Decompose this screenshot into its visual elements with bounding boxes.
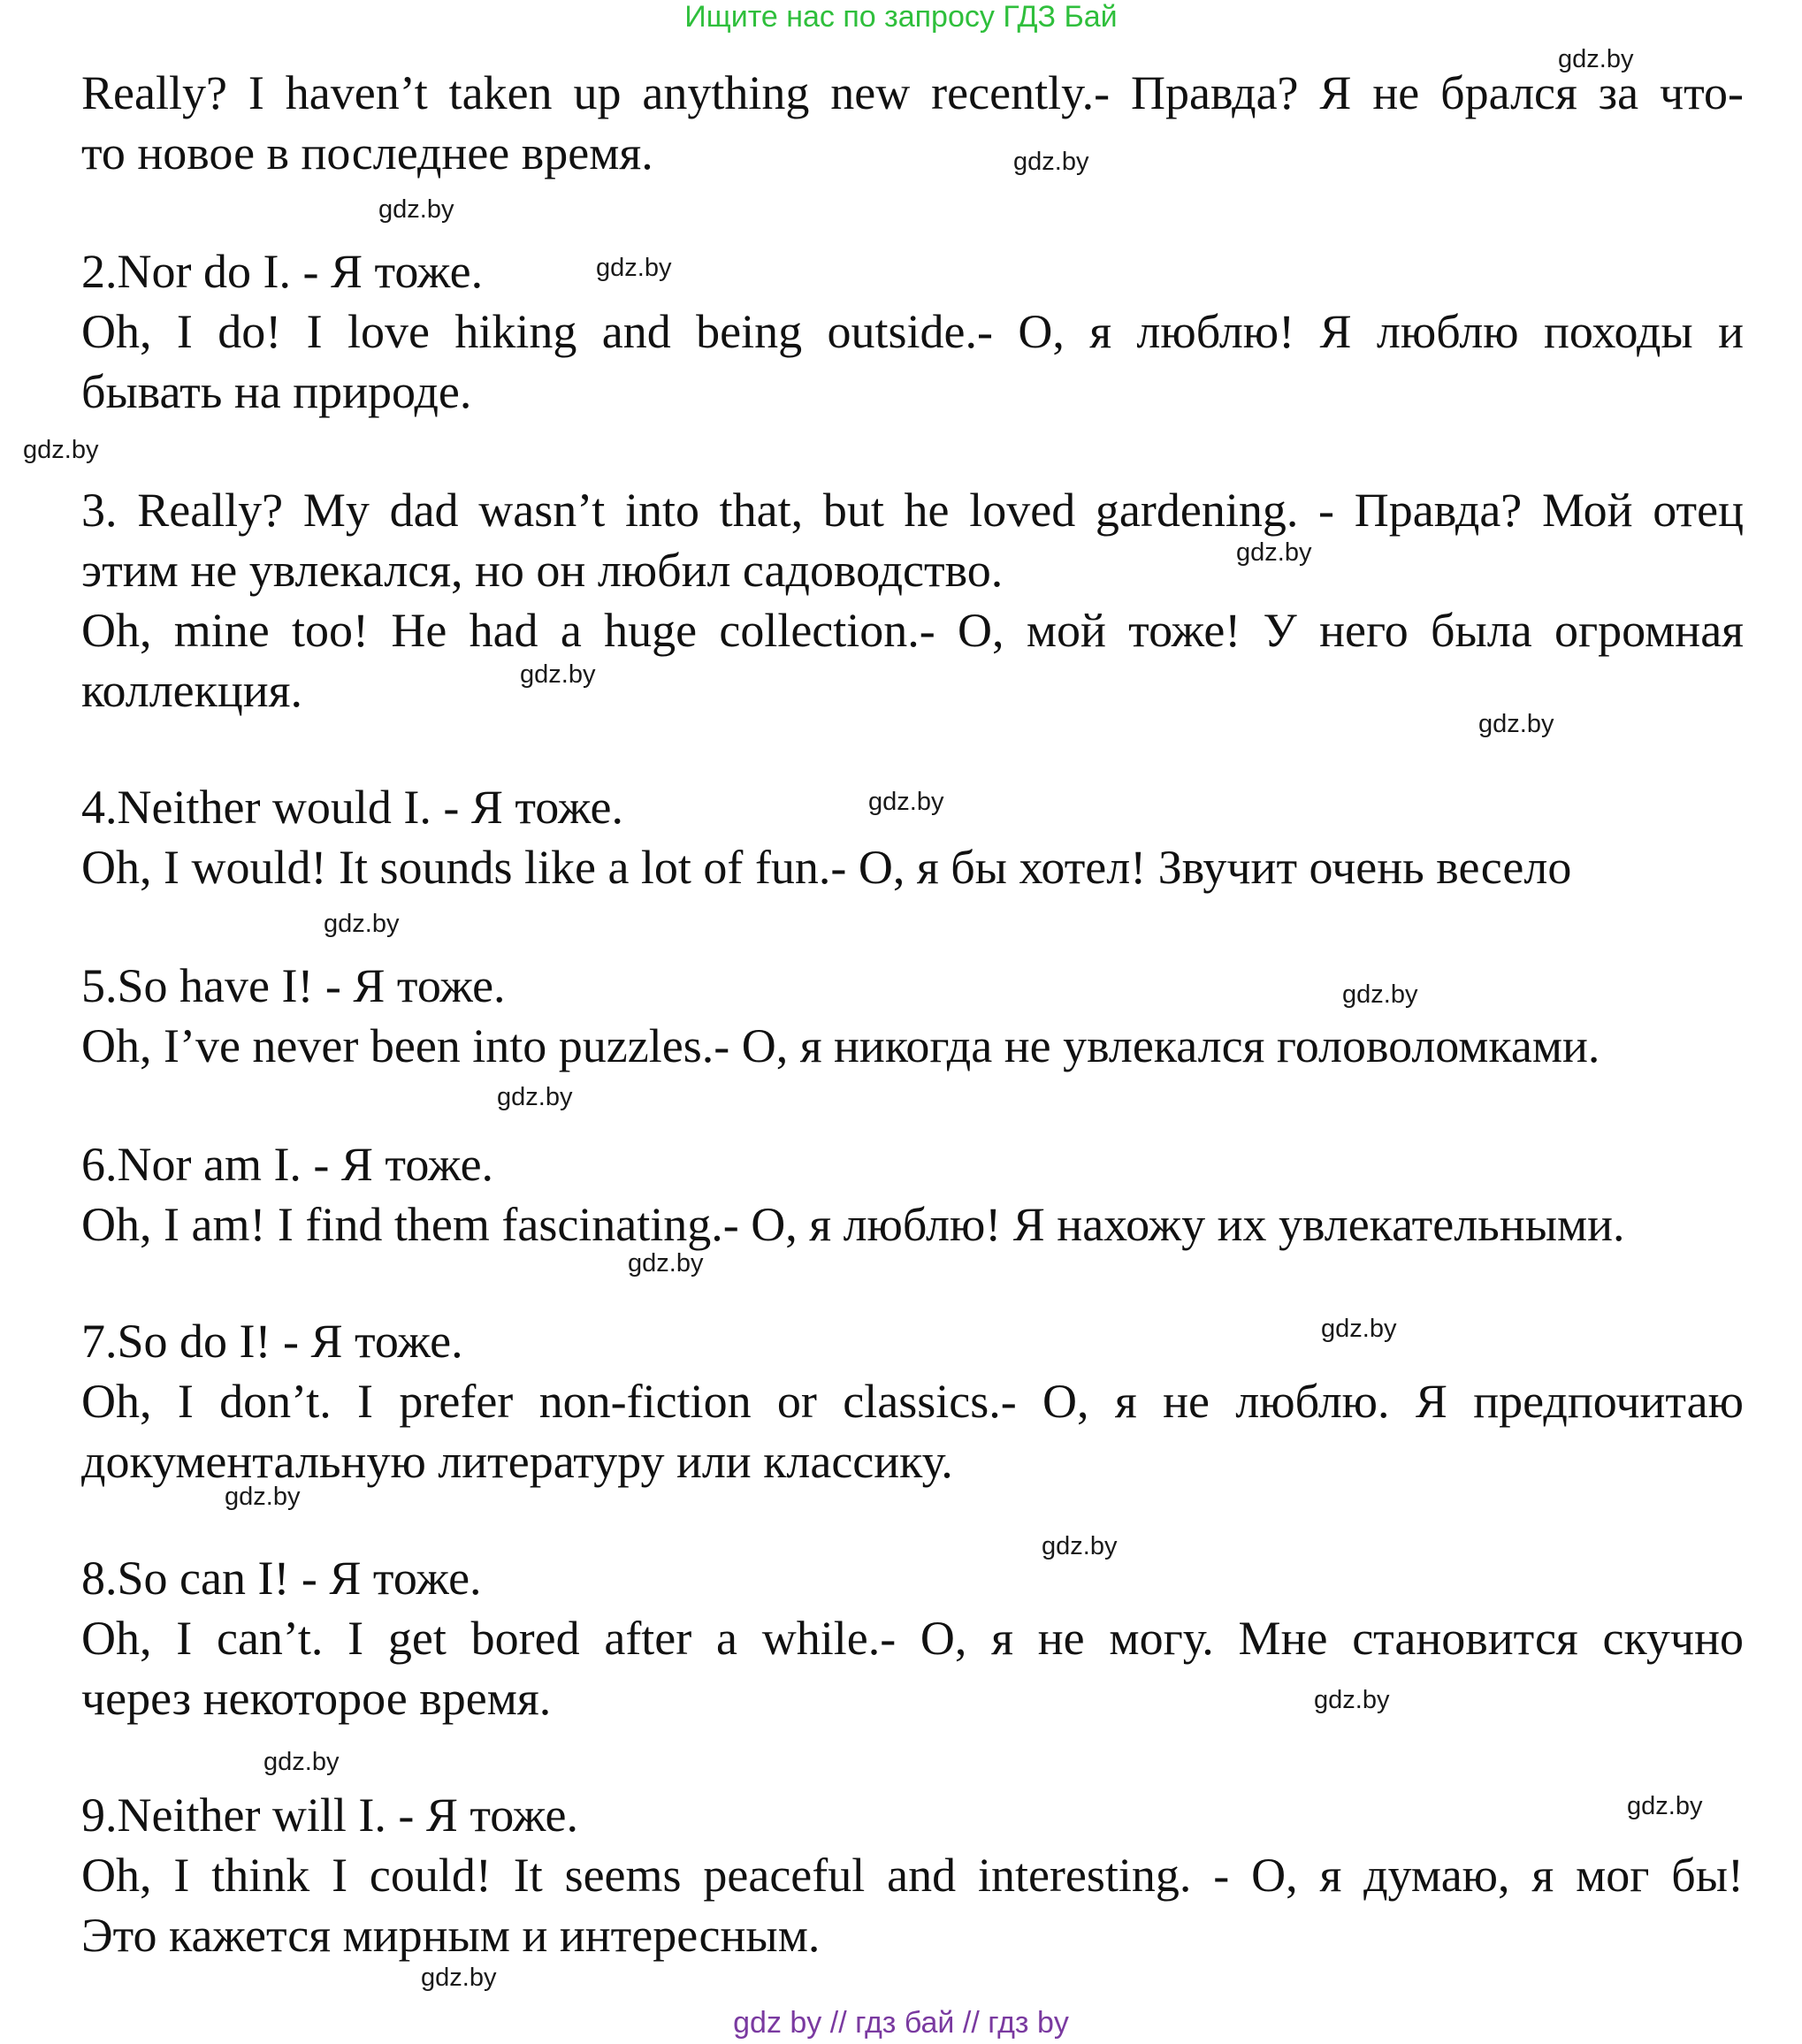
watermark: gdz.by — [378, 195, 454, 224]
watermark: gdz.by — [1013, 148, 1089, 176]
watermark: gdz.by — [23, 436, 99, 464]
watermark: gdz.by — [1042, 1532, 1118, 1560]
watermark: gdz.by — [868, 788, 944, 816]
footer-links[interactable]: gdz by // гдз бай // гдз by — [733, 2006, 1069, 2040]
answer-line: Oh, I can’t. I get bored after a while.- О, я не могу. Мне становится скучно — [81, 1612, 1744, 1665]
watermark: gdz.by — [628, 1249, 704, 1278]
answer-line: документальную литературу или классику. — [81, 1435, 953, 1488]
answer-line: Oh, mine too! He had a huge collection.- О, мой тоже! У него была огромная — [81, 604, 1744, 657]
watermark: gdz.by — [225, 1483, 301, 1511]
watermark: gdz.by — [1321, 1315, 1397, 1343]
question-line: 6.Nor am I. - Я тоже. — [81, 1138, 494, 1191]
answer-line: этим не увлекался, но он любил садоводство. — [81, 544, 1004, 597]
answer-line: Oh, I think I could! It seems peaceful and interesting. - О, я думаю, я мог бы! — [81, 1849, 1744, 1902]
answer-line: бывать на природе. — [81, 365, 472, 418]
top-banner[interactable]: Ищите нас по запросу ГДЗ Бай — [684, 0, 1118, 34]
watermark: gdz.by — [1236, 538, 1312, 567]
question-line: 4.Neither would I. - Я тоже. — [81, 781, 624, 834]
question-line: 9.Neither will I. - Я тоже. — [81, 1788, 579, 1842]
watermark: gdz.by — [263, 1748, 340, 1776]
watermark: gdz.by — [596, 254, 672, 282]
watermark: gdz.by — [1314, 1686, 1390, 1714]
watermark: gdz.by — [520, 660, 596, 689]
watermark: gdz.by — [1342, 980, 1418, 1009]
watermark: gdz.by — [497, 1083, 573, 1111]
answer-line: Oh, I am! I find them fascinating.- О, я люблю! Я нахожу их увлекательными. — [81, 1198, 1625, 1251]
watermark: gdz.by — [1478, 710, 1554, 738]
watermark: gdz.by — [1558, 45, 1634, 73]
answer-line: через некоторое время. — [81, 1672, 552, 1725]
question-line: 2.Nor do I. - Я тоже. — [81, 245, 484, 298]
answer-line: Это кажется мирным и интересным. — [81, 1909, 821, 1962]
answer-line: Really? I haven’t taken up anything new recently.- Правда? Я не брался за что- — [81, 66, 1744, 119]
question-line: 7.So do I! - Я тоже. — [81, 1315, 463, 1368]
question-line: 3. Really? My dad wasn’t into that, but he loved gardening. - Правда? Мой отец — [81, 484, 1744, 537]
question-line: 5.So have I! - Я тоже. — [81, 959, 506, 1012]
watermark: gdz.by — [421, 1964, 497, 1992]
question-line: 8.So can I! - Я тоже. — [81, 1552, 482, 1605]
watermark: gdz.by — [1627, 1792, 1703, 1820]
answer-line: то новое в последнее время. — [81, 126, 653, 179]
answer-line: коллекция. — [81, 664, 303, 717]
watermark: gdz.by — [324, 910, 400, 938]
answer-line: Oh, I would! It sounds like a lot of fun.- О, я бы хотел! Звучит очень весело — [81, 841, 1572, 894]
answer-line: Oh, I do! I love hiking and being outside.- О, я люблю! Я люблю походы и — [81, 305, 1744, 358]
answer-line: Oh, I don’t. I prefer non-fiction or classics.- О, я не люблю. Я предпочитаю — [81, 1375, 1744, 1428]
answer-line: Oh, I’ve never been into puzzles.- О, я никогда не увлекался головоломками. — [81, 1019, 1600, 1072]
